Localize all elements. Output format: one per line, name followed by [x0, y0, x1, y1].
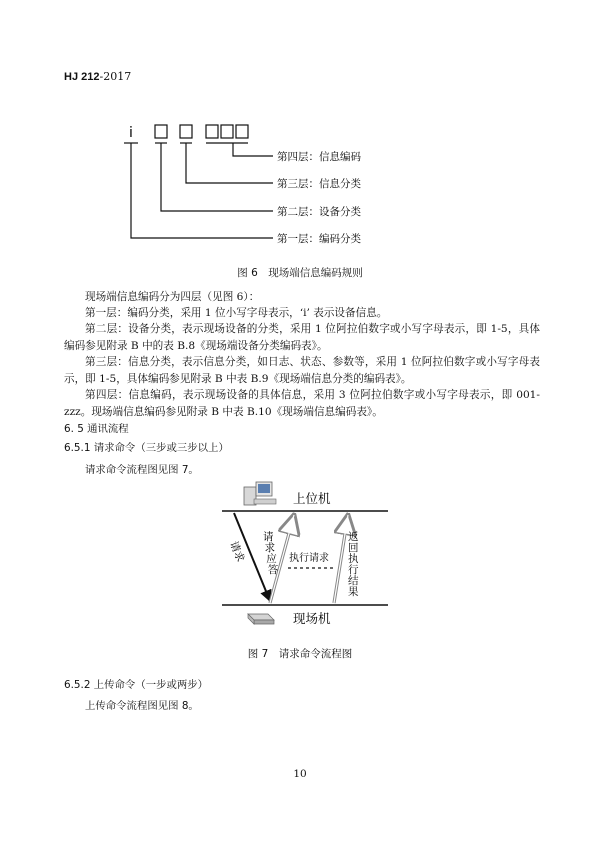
paragraph-layer3: 第三层：信息分类，表示信息分类，如日志、状态、参数等，采用 1 位阿拉伯数字或小写字母表示，即 1-5，具体编码参见附录 B 中表 B.9《现场端信息分类的编码表》。: [64, 356, 540, 385]
figure-6-encoding-diagram: [0, 110, 600, 260]
section-6-5-2-heading: [64, 676, 208, 691]
host-computer-icon: [244, 482, 276, 505]
layer1-label: 第一层：编码分类: [277, 233, 361, 245]
paragraph-layer1: 第一层：编码分类，采用 1 位小写字母表示，‘i’ 表示设备信息。: [85, 307, 388, 319]
paragraph-intro: 现场端信息编码分为四层（见图 6）：: [85, 291, 260, 303]
layer2-connector: [161, 143, 273, 211]
standard-code: HJ 212: [64, 71, 100, 83]
upper-computer-label: 上位机: [293, 491, 331, 506]
layer3-connector: [186, 143, 273, 183]
page-number: 10: [293, 768, 307, 780]
section-6-5-heading: 6. 5 通讯流程: [64, 423, 129, 435]
layer4-label: 第四层：信息编码: [277, 151, 361, 163]
field-device-label: 现场机: [293, 611, 331, 626]
layer4-connector: [233, 143, 273, 156]
layer4-box-1: [206, 125, 218, 138]
figure-7-request-flow: [0, 478, 600, 638]
section-6-5-2-text: 上传命令流程图见图 8。: [85, 700, 199, 712]
layer2-box: [155, 125, 167, 138]
layer1-connector: [131, 143, 273, 238]
figure-7-caption: 图 7 请求命令流程图: [247, 648, 353, 660]
section-6-5-1-title: 请求命令（三步或三步以上）: [93, 442, 229, 454]
layer4-box-3: [236, 125, 248, 138]
layer3-label: 第三层：信息分类: [277, 178, 361, 190]
field-device-icon: [248, 614, 274, 624]
layer2-label: 第二层：设备分类: [277, 206, 361, 218]
execute-request-label: 执行请求: [289, 553, 329, 564]
paragraph-layer4: 第四层：信息编码，表示现场设备的具体信息，采用 3 位阿拉伯数字或小写字母表示，即 001-zzz。现场端信息编码参见附录 B 中表 B.10《现场端信息编码表》。: [64, 389, 540, 418]
result-vertical-label: 返回执行结果: [348, 531, 359, 598]
paragraph-layer2: 第二层：设备分类，表示现场设备的分类，采用 1 位阿拉伯数字或小写字母表示，即 1-5，具体编码参见附录 B 中的表 B.8《现场端设备分类编码表》。: [64, 323, 540, 352]
figure-6-caption: 图 6 现场端信息编码规则: [237, 267, 363, 279]
section-6-5-1-heading: [64, 439, 229, 454]
section-6-5-1-text: 请求命令流程图见图 7。: [85, 464, 199, 476]
request-vertical-label: 请求: [227, 539, 247, 564]
running-header: [64, 70, 131, 83]
layer4-box-2: [221, 125, 233, 138]
section-6-5-2-title: 上传命令（一步或两步）: [93, 679, 209, 691]
section-6-5-1-number: 6.5.1: [64, 442, 91, 454]
prefix-letter-i: i: [129, 125, 133, 141]
standard-year: -2017: [99, 70, 132, 83]
response-vertical-label: 请求应答: [263, 531, 279, 576]
layer3-box: [180, 125, 192, 138]
section-6-5-2-number: 6.5.2: [64, 679, 91, 691]
